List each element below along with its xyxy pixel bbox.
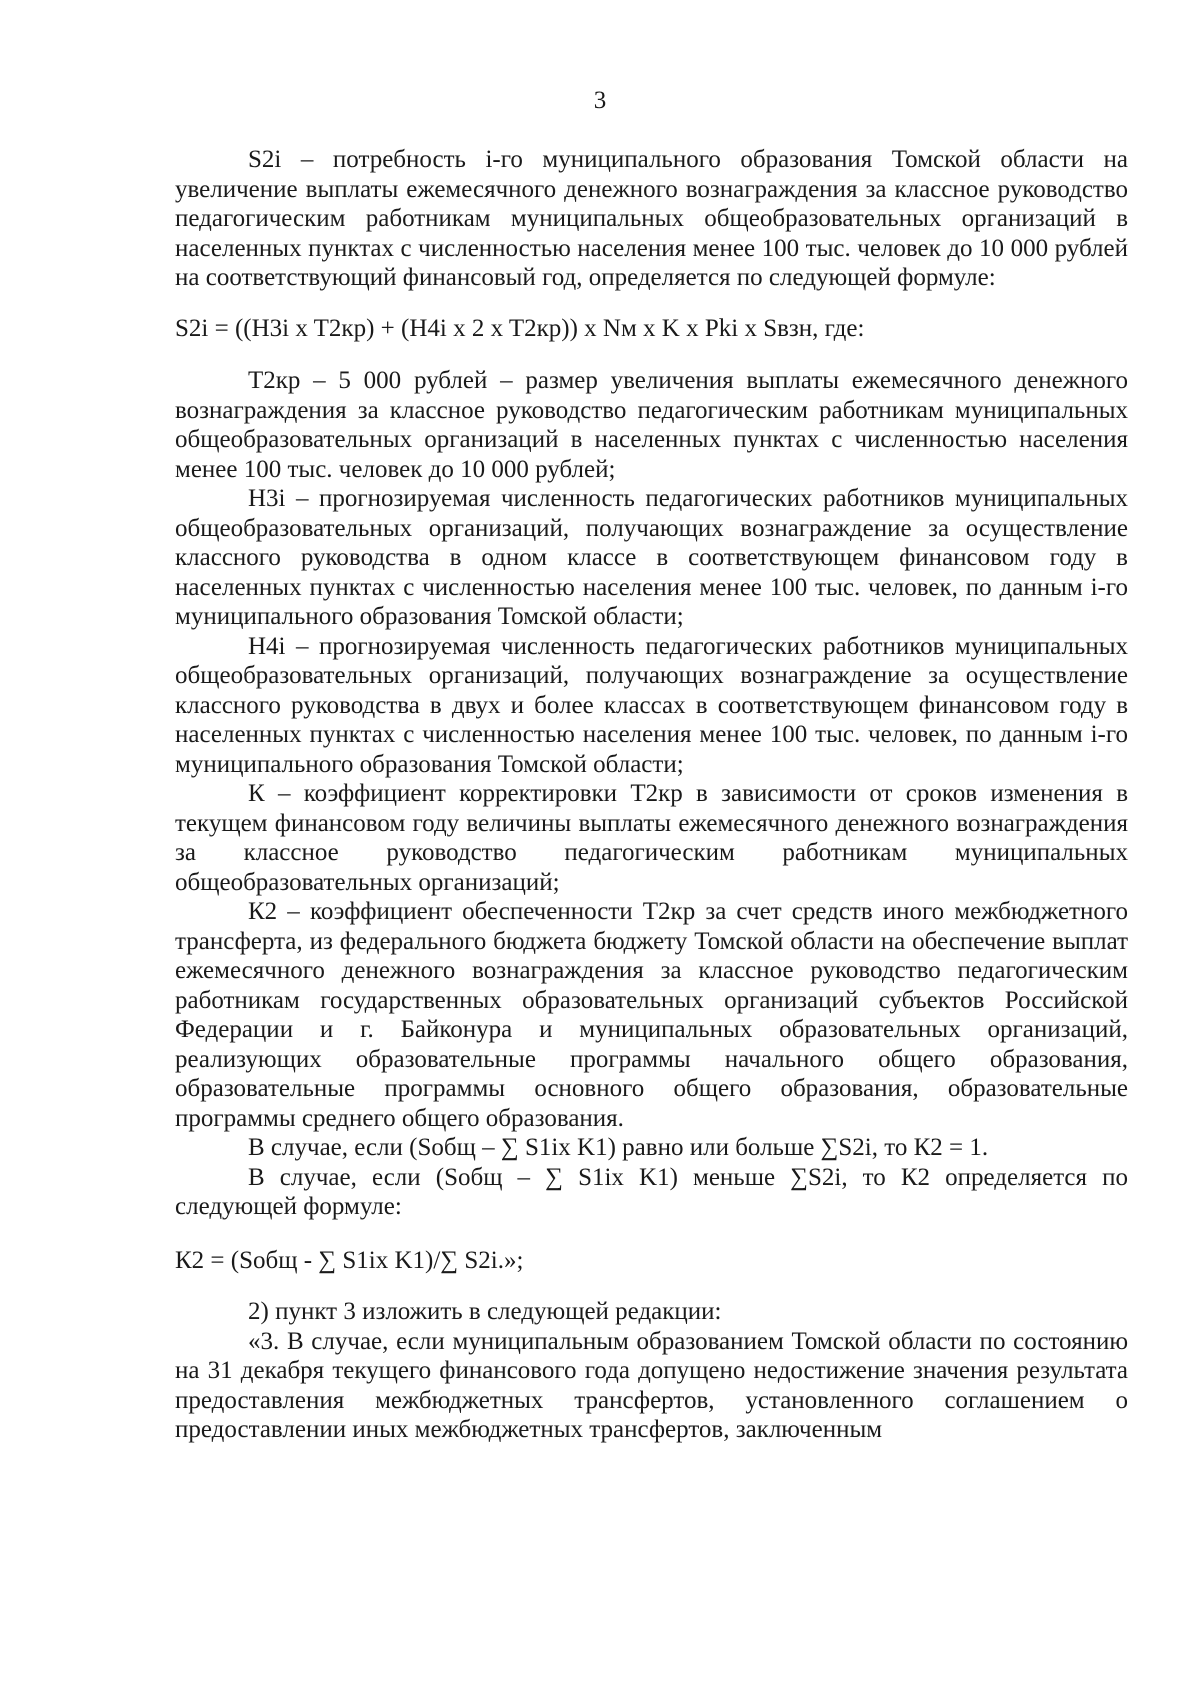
paragraph-k2-equals-one: В случае, если (Sобщ – ∑ S1ix K1) равно или больше ∑S2i, то К2 = 1. [248,1134,989,1161]
paragraph-s2i-definition: S2i – потребность i-го муниципального образования Томской области на увеличение выплаты ежемесячного денежного вознаграждения за классное руководство педагогическим работникам муниципальных общеобразовательных организаций в населенных пунктах с численностью населения менее 100 тыс. человек до 10 000 рублей на соответствующий финансовый год, определяется по следующей формуле: [175,146,1128,291]
paragraph-h3i-definition: Н3i – прогнозируемая численность педагогических работников муниципальных общеобразовательных организаций, получающих вознаграждение за осуществление классного руководства в одном классе в соответствующем финансовом году в населенных пунктах с численностью населения менее 100 тыс. человек, по данным i-го муниципального образования Томской области; [175,485,1128,630]
page-number: 3 [593,87,607,114]
paragraph-k2-definition: К2 – коэффициент обеспеченности Т2кр за счет средств иного межбюджетного трансферта, из федерального бюджета бюджету Томской области на обеспечение выплат ежемесячного денежного вознаграждения за классное руководство педагогическим работникам государственных образовательных организаций субъектов Российской Федерации и г. Байконура и муниципальных образовательных организаций, реализующих образовательные программы начального общего образования, образовательные программы основного общего образования, образовательные программы среднего общего образования. [175,898,1128,1132]
paragraph-item-2: 2) пункт 3 изложить в следующей редакции: [248,1298,722,1325]
paragraph-k2-formula-intro: В случае, если (Sобщ – ∑ S1ix K1) меньше ∑S2i, то К2 определяется по следующей формуле: [175,1163,1128,1220]
paragraph-t2kr-definition: T2кр – 5 000 рублей – размер увеличения выплаты ежемесячного денежного вознаграждения за классное руководство педагогическим работникам муниципальных общеобразовательных организаций в населенных пунктах с численностью населения менее 100 тыс. человек до 10 000 рублей; [175,367,1128,483]
paragraph-h4i-definition: Н4i – прогнозируемая численность педагогических работников муниципальных общеобразовательных организаций, получающих вознаграждение за осуществление классного руководства в двух и более классах в соответствующем финансовом году в населенных пунктах с численностью населения менее 100 тыс. человек, по данным i-го муниципального образования Томской области; [175,632,1128,778]
formula-s2i: S2i = ((H3i x T2кр) + (H4i x 2 x T2кр)) x Nм x K x Pki x Sвзн, где: [175,314,865,342]
document-body [175,145,1128,1445]
formula-k2: К2 = (Sобщ - ∑ S1ix K1)/∑ S2i.»; [175,1246,524,1274]
paragraph-item-3-quote: «3. В случае, если муниципальным образованием Томской области по состоянию на 31 декабря текущего финансового года допущено недостижение значения результата предоставления межбюджетных трансфертов, установленного соглашением о предоставлении иных межбюджетных трансфертов, заключенным [175,1327,1128,1443]
paragraph-k-definition: К – коэффициент корректировки Т2кр в зависимости от сроков изменения в текущем финансовом году величины выплаты ежемесячного денежного вознаграждения за классное руководство педагогическим работникам муниципальных общеобразовательных организаций; [175,780,1128,896]
